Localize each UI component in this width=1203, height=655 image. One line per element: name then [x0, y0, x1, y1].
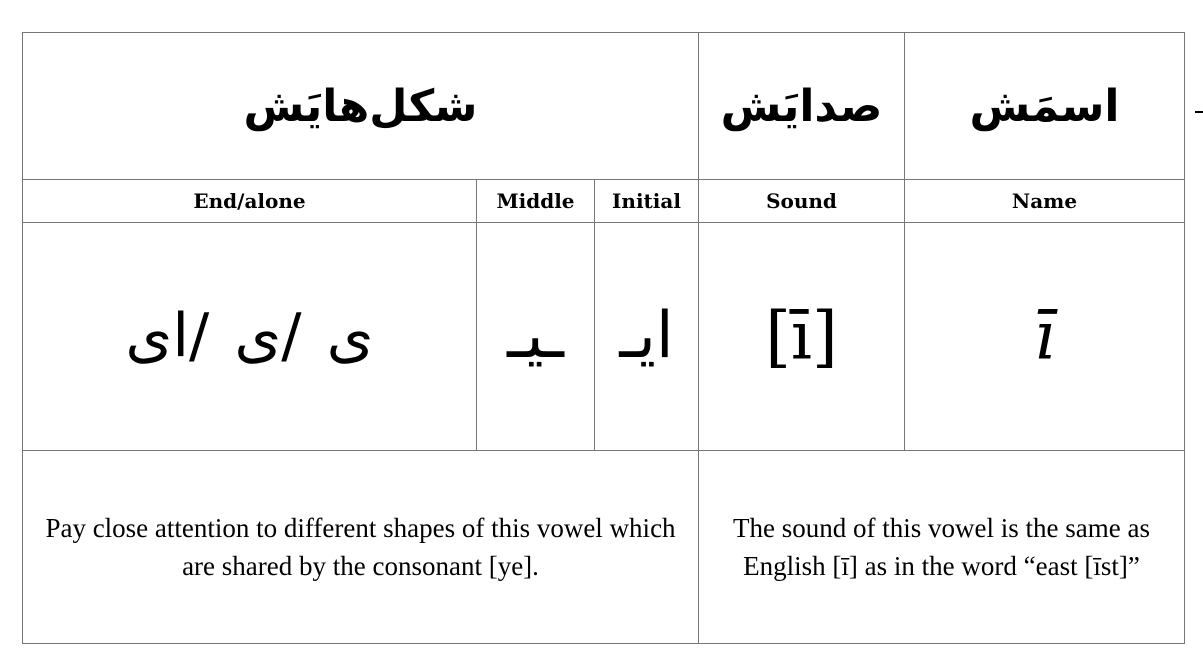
name-header	[905, 33, 1185, 180]
end-alone-label: End/alone	[193, 189, 306, 214]
sound-note-cell	[699, 450, 1185, 643]
shapes-note: Pay close attention to different shapes of this vowel which are shared by the consonant [ye].	[45, 512, 676, 581]
end-alone-form: ی /ی /ای	[125, 301, 374, 372]
arrow-icon	[1193, 108, 1203, 114]
initial-label: Initial	[612, 189, 681, 214]
sound-label: Sound	[766, 189, 837, 214]
name-header-text: اسمَش	[969, 80, 1120, 132]
middle-label-cell	[477, 180, 595, 223]
end-alone-form-cell	[23, 223, 477, 450]
label-row	[23, 180, 1185, 223]
notes-row	[23, 450, 1185, 643]
forms-row	[23, 223, 1185, 450]
middle-form-cell	[477, 223, 595, 450]
sound-header-text: صدایَش	[720, 80, 883, 132]
sound-note: The sound of this vowel is the same as English [ī] as in the word “east [īst]”	[733, 512, 1150, 581]
sound-form-cell	[699, 223, 905, 450]
header-row	[23, 33, 1185, 180]
initial-form-cell	[595, 223, 699, 450]
shapes-header	[23, 33, 699, 180]
sound-label-cell	[699, 180, 905, 223]
sound-form: [ī]	[765, 297, 838, 375]
name-label-cell	[905, 180, 1185, 223]
name-label: Name	[1011, 189, 1078, 214]
name-form-cell	[905, 223, 1185, 450]
sound-header	[699, 33, 905, 180]
middle-form: ـیـ	[507, 299, 564, 374]
end-alone-label-cell	[23, 180, 477, 223]
shapes-header-text: شکل‌هایَش	[243, 80, 478, 132]
name-form: ī	[1033, 297, 1056, 375]
initial-form: ایـ	[619, 299, 674, 374]
middle-label: Middle	[496, 189, 575, 214]
vowel-table	[22, 32, 1185, 644]
shapes-note-cell	[23, 450, 699, 643]
initial-label-cell	[595, 180, 699, 223]
